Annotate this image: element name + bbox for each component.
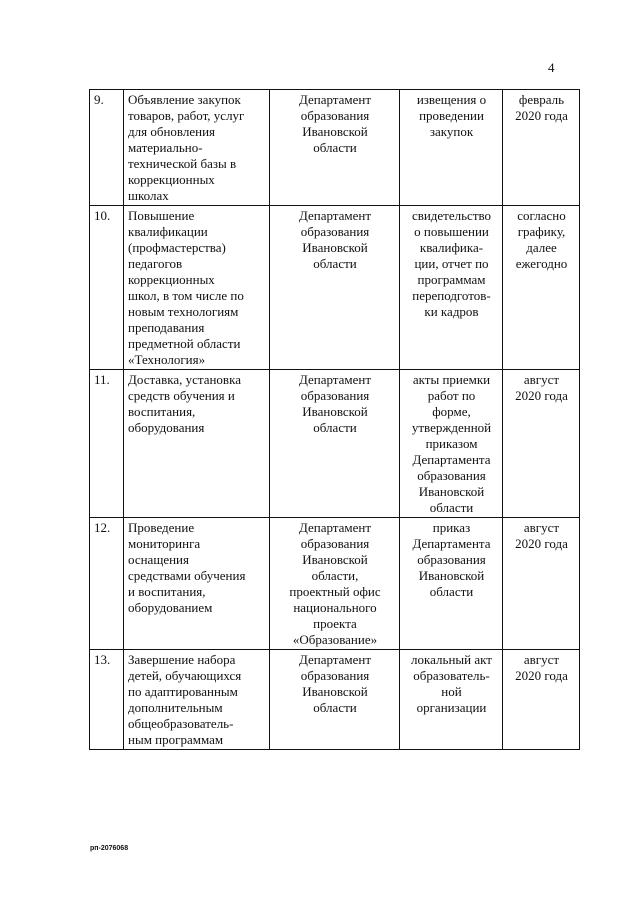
result-cell-line: области: [429, 500, 474, 515]
table-row: [90, 206, 580, 370]
event-cell-line: Повышение: [128, 208, 195, 223]
table-row: [90, 518, 580, 650]
result-cell-line: квалифика-: [419, 240, 484, 255]
responsible-cell-line: образования: [300, 388, 370, 403]
event-cell: [124, 518, 270, 650]
deadline-cell-line: графику,: [517, 224, 566, 239]
responsible-cell-line: области: [313, 420, 357, 435]
result-cell: [400, 518, 503, 650]
result-cell: [400, 206, 503, 370]
result-cell: [400, 90, 503, 206]
event-cell-line: (профмастерства): [128, 240, 226, 255]
table-row: [90, 90, 580, 206]
event-cell-line: коррекционных: [128, 172, 215, 187]
responsible-cell-line: области,: [311, 568, 359, 583]
responsible-cell-line: образования: [300, 108, 370, 123]
result-cell-line: программам: [417, 272, 486, 287]
responsible-cell-line: образования: [300, 536, 370, 551]
deadline-cell: [503, 206, 580, 370]
deadline-cell: [503, 370, 580, 518]
responsible-cell: [270, 518, 400, 650]
event-cell-line: преподавания: [128, 320, 205, 335]
event-cell-line: детей, обучающихся: [128, 668, 242, 683]
plan-table: [89, 89, 580, 750]
deadline-cell-line: ежегодно: [515, 256, 568, 271]
event-cell-line: предметной области: [128, 336, 241, 351]
result-cell-line: области: [429, 584, 474, 599]
result-cell-line: образования: [417, 468, 486, 483]
event-cell-line: оснащения: [128, 552, 189, 567]
responsible-cell-line: Департамент: [298, 372, 372, 387]
event-cell-line: Доставка, установка: [128, 372, 241, 387]
row-number: 12.: [90, 518, 124, 650]
responsible-cell-line: проектный офис: [289, 584, 381, 599]
table-row: [90, 650, 580, 750]
deadline-cell-line: февраль: [518, 92, 565, 107]
event-cell: [124, 206, 270, 370]
deadline-cell-line: август: [523, 372, 560, 387]
event-cell-line: Завершение набора: [128, 652, 236, 667]
event-cell-line: и воспитания,: [128, 584, 206, 599]
responsible-cell: [270, 206, 400, 370]
deadline-cell: [503, 90, 580, 206]
responsible-cell-line: Департамент: [298, 208, 372, 223]
responsible-cell-line: «Образование»: [292, 632, 378, 647]
result-cell-line: утвержденной: [411, 420, 492, 435]
event-cell-line: школах: [128, 188, 169, 203]
responsible-cell-line: образования: [300, 224, 370, 239]
event-cell-line: материально-: [128, 140, 203, 155]
deadline-cell-line: август: [523, 652, 560, 667]
event-cell-line: оборудования: [128, 420, 205, 435]
responsible-cell: [270, 370, 400, 518]
event-cell-line: «Технология»: [128, 352, 206, 367]
deadline-cell-line: 2020 года: [515, 668, 568, 683]
row-number: 9.: [90, 90, 124, 206]
deadline-cell-line: далее: [526, 240, 557, 255]
event-cell-line: технической базы в: [128, 156, 237, 171]
event-cell-line: Проведение: [128, 520, 195, 535]
responsible-cell-line: национального: [293, 600, 377, 615]
event-cell-line: мониторинга: [128, 536, 201, 551]
responsible-cell-line: образования: [300, 668, 370, 683]
event-cell-line: общеобразователь-: [128, 716, 234, 731]
result-cell-line: Департамента: [412, 452, 491, 467]
result-cell: [400, 650, 503, 750]
event-cell-line: квалификации: [128, 224, 208, 239]
deadline-cell-line: август: [523, 520, 560, 535]
result-cell-line: образования: [417, 552, 486, 567]
event-cell-line: по адаптированным: [128, 684, 238, 699]
responsible-cell: [270, 650, 400, 750]
result-cell-line: ной: [441, 684, 462, 699]
event-cell-line: дополнительным: [128, 700, 223, 715]
result-cell: [400, 370, 503, 518]
event-cell-line: оборудованием: [128, 600, 213, 615]
responsible-cell-line: Департамент: [298, 520, 372, 535]
page-number: 4: [548, 60, 555, 75]
event-cell-line: средствами обучения: [128, 568, 246, 583]
responsible-cell-line: Департамент: [298, 92, 372, 107]
responsible-cell: [270, 90, 400, 206]
event-cell: [124, 650, 270, 750]
event-cell-line: Объявление закупок: [128, 92, 241, 107]
result-cell-line: Департамента: [412, 536, 491, 551]
document-code: рп-2076068: [90, 845, 129, 852]
deadline-cell-line: 2020 года: [515, 108, 568, 123]
event-cell-line: ным программам: [128, 732, 224, 747]
event-cell-line: средств обучения и: [128, 388, 235, 403]
event-cell-line: товаров, работ, услуг: [128, 108, 245, 123]
row-number: 13.: [90, 650, 124, 750]
result-cell-line: приказом: [425, 436, 478, 451]
deadline-cell-line: 2020 года: [515, 388, 568, 403]
result-cell-line: работ по: [427, 388, 476, 403]
responsible-cell-line: области: [313, 140, 357, 155]
result-cell-line: Ивановской: [418, 568, 485, 583]
deadline-cell: [503, 518, 580, 650]
result-cell-line: Ивановской: [418, 484, 485, 499]
responsible-cell-line: Ивановской: [302, 240, 368, 255]
responsible-cell-line: Департамент: [298, 652, 372, 667]
row-number: 10.: [90, 206, 124, 370]
result-cell-line: образователь-: [413, 668, 490, 683]
row-number: 11.: [90, 370, 124, 518]
event-cell: [124, 370, 270, 518]
result-cell-line: приказ: [432, 520, 471, 535]
result-cell-line: акты приемки: [412, 372, 491, 387]
responsible-cell-line: области: [313, 700, 357, 715]
deadline-cell-line: согласно: [517, 208, 566, 223]
result-cell-line: форме,: [432, 404, 471, 419]
result-cell-line: переподготов-: [412, 288, 491, 303]
result-cell-line: ки кадров: [424, 304, 479, 319]
event-cell-line: для обновления: [128, 124, 216, 139]
event-cell-line: педагогов: [128, 256, 183, 271]
result-cell-line: организации: [416, 700, 487, 715]
event-cell-line: школ, в том числе по: [128, 288, 244, 303]
result-cell-line: о повышении: [414, 224, 489, 239]
responsible-cell-line: Ивановской: [302, 552, 368, 567]
table-row: [90, 370, 580, 518]
result-cell-line: свидетельство: [411, 208, 492, 223]
deadline-cell: [503, 650, 580, 750]
result-cell-line: локальный акт: [411, 652, 492, 667]
result-cell-line: закупок: [429, 124, 474, 139]
event-cell-line: новым технологиям: [128, 304, 239, 319]
result-cell-line: извещения о: [416, 92, 487, 107]
deadline-cell-line: 2020 года: [515, 536, 568, 551]
responsible-cell-line: Ивановской: [302, 684, 368, 699]
responsible-cell-line: Ивановской: [302, 404, 368, 419]
result-cell-line: ции, отчет по: [414, 256, 489, 271]
event-cell-line: воспитания,: [128, 404, 196, 419]
result-cell-line: проведении: [419, 108, 484, 123]
event-cell-line: коррекционных: [128, 272, 215, 287]
responsible-cell-line: области: [313, 256, 357, 271]
responsible-cell-line: проекта: [313, 616, 357, 631]
responsible-cell-line: Ивановской: [302, 124, 368, 139]
event-cell: [124, 90, 270, 206]
plan-table-body: [90, 90, 580, 750]
